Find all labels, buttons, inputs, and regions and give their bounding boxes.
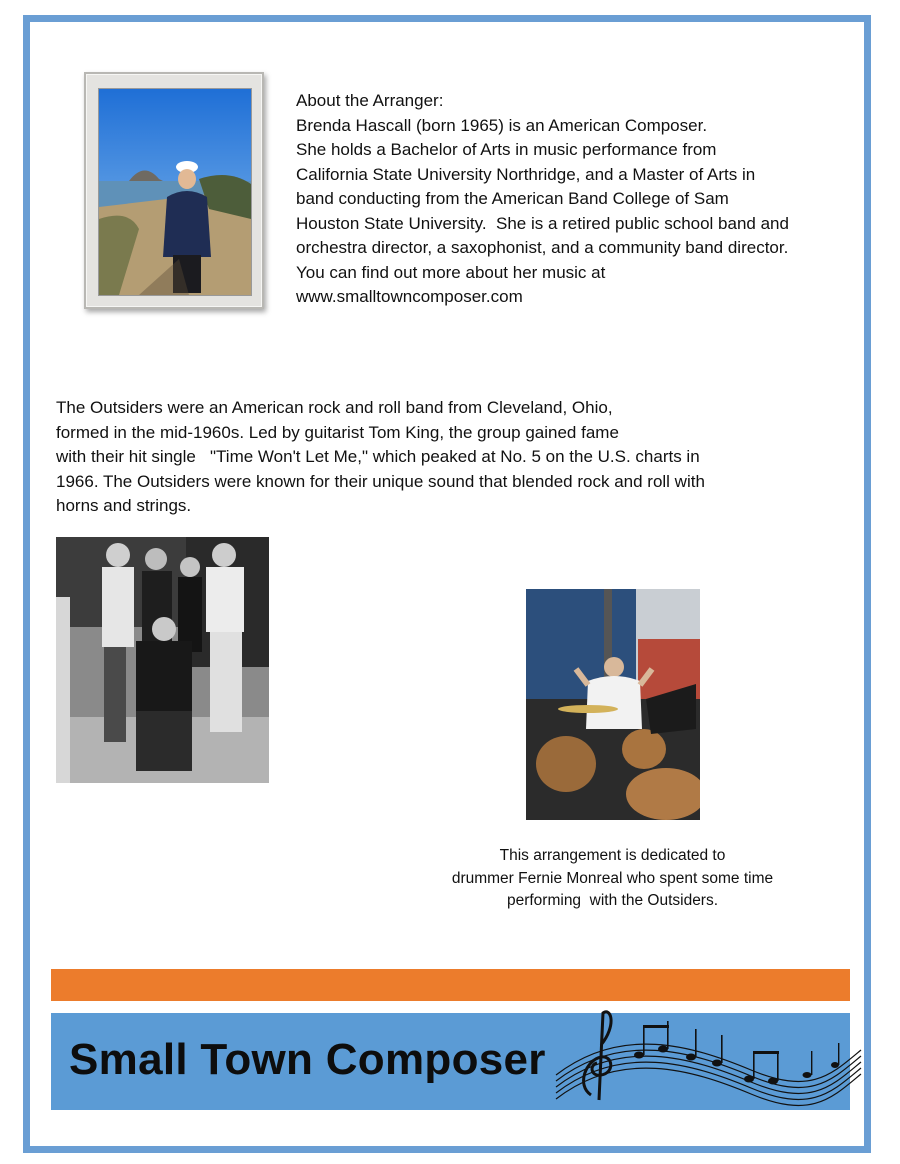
band-line: formed in the mid-1960s. Led by guitarist Tom King, the group gained fame xyxy=(56,422,619,442)
about-line: Brenda Hascall (born 1965) is an American Composer. xyxy=(296,115,708,135)
orange-divider-bar xyxy=(51,969,850,1001)
band-line: The Outsiders were an American rock and roll band from Cleveland, Ohio, xyxy=(56,398,613,417)
band-description-text xyxy=(56,396,816,519)
about-line: orchestra director, a saxophonist, and a community band director. xyxy=(296,238,789,257)
arranger-photo-frame xyxy=(84,72,264,309)
about-line: Houston State University. She is a retired public school band and xyxy=(296,213,789,233)
band-line: 1966. The Outsiders were known for their unique sound that blended rock and roll with xyxy=(56,471,705,491)
about-line: You can find out more about her music at xyxy=(296,262,606,282)
about-heading: About the Arranger: xyxy=(296,91,444,110)
dedication-line: performing with the Outsiders. xyxy=(506,892,719,909)
band-line: with their hit single "Time Won't Let Me," which peaked at No. 5 on the U.S. charts in xyxy=(56,447,700,466)
banner-title: Small Town Composer xyxy=(69,1035,546,1084)
drummer-photo xyxy=(526,589,700,820)
arranger-photo xyxy=(98,88,252,296)
about-the-arranger-text xyxy=(296,89,866,310)
band-photo xyxy=(56,537,269,783)
music-staff-icon xyxy=(551,1005,866,1115)
about-line: band conducting from the American Band College of Sam xyxy=(296,189,729,208)
dedication-line: This arrangement is dedicated to xyxy=(499,847,726,864)
dedication-line: drummer Fernie Monreal who spent some time xyxy=(451,869,774,887)
about-line: She holds a Bachelor of Arts in music performance from xyxy=(296,140,717,159)
dedication-text xyxy=(400,845,825,913)
about-line: California State University Northridge, and a Master of Arts in xyxy=(296,164,756,184)
footer-banner xyxy=(51,1013,850,1110)
band-line: horns and strings. xyxy=(56,496,192,515)
website-url: www.smalltowncomposer.com xyxy=(296,287,523,306)
